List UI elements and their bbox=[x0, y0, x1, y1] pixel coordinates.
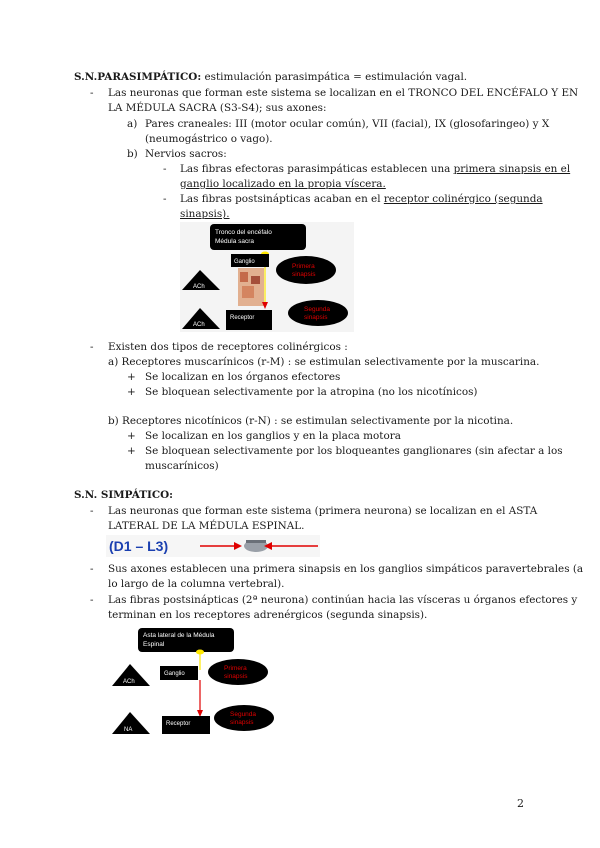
ach-label-2: ACh bbox=[193, 322, 205, 328]
fibras-postsinapticas-line1: Las fibras postsinápticas acaban en el receptor colinérgico (segunda bbox=[180, 193, 543, 205]
receptor-colinergico-underline: receptor colinérgico (segunda bbox=[383, 193, 543, 205]
simpatico-heading: S.N. SIMPÁTICO: bbox=[74, 489, 173, 501]
bullet-plus: + bbox=[127, 386, 136, 398]
muscarinicos-title: a) Receptores muscarínicos (r-M) : se estimulan selectivamente por la muscarina. bbox=[108, 356, 540, 368]
receptor-label: Receptor bbox=[166, 721, 191, 727]
d1-l3-label: (D1 – L3) bbox=[109, 538, 169, 554]
simpatico-p1-line1: Las neuronas que forman este sistema (primera neurona) se localizan en el ASTA bbox=[108, 505, 538, 517]
d1-l3-figure bbox=[106, 535, 320, 557]
bullet-dash: - bbox=[90, 505, 94, 517]
muscarinicos-item-1: Se localizan en los órganos efectores bbox=[145, 371, 341, 383]
bullet-plus: + bbox=[127, 430, 136, 442]
parasimpatico-p1-line2: LA MÉDULA SACRA (S3-S4); sus axones: bbox=[108, 102, 327, 114]
muscarinicos-item-2: Se bloquean selectivamente por la atropina (no los nicotínicos) bbox=[145, 386, 478, 398]
synapse-dot bbox=[196, 650, 204, 655]
nicotinicos-item-2-line2: muscarínicos) bbox=[145, 460, 219, 472]
receptores-intro: Existen dos tipos de receptores colinérgicos : bbox=[108, 341, 348, 353]
list-label-b: b) bbox=[127, 148, 138, 160]
simpatico-p2-line2: lo largo de la columna vertebral). bbox=[108, 578, 285, 590]
ach-label: ACh bbox=[123, 679, 135, 685]
tronco-label: Tronco del encéfalo bbox=[215, 229, 272, 236]
medula-sacra-label: Médula sacra bbox=[215, 238, 255, 245]
simpatico-p3-line1: Las fibras postsinápticas (2ª neurona) continúan hacia las vísceras u órganos efectores y bbox=[108, 594, 578, 606]
bullet-plus: + bbox=[127, 371, 136, 383]
asta-lateral-label: Asta lateral de la Médula bbox=[143, 632, 215, 639]
segunda-sinapsis-label: sinapsis bbox=[304, 314, 328, 321]
nicotinicos-item-2-line1: Se bloquean selectivamente por los bloqueantes ganglionares (sin afectar a los bbox=[145, 445, 563, 457]
bullet-dash: - bbox=[90, 87, 94, 99]
tronco-box bbox=[210, 224, 306, 250]
simpatico-diagram bbox=[110, 626, 280, 736]
bullet-dash: - bbox=[163, 193, 167, 205]
ach-label-1: ACh bbox=[193, 284, 205, 290]
list-label-a: a) bbox=[127, 118, 138, 130]
pares-craneales-line2: (neumogástrico o vago). bbox=[145, 133, 273, 145]
receptor-label: Receptor bbox=[230, 315, 255, 321]
segunda-sinapsis-label: sinapsis bbox=[230, 719, 254, 726]
simpatico-p3-line2: terminan en los receptores adrenérgicos (segunda sinapsis). bbox=[108, 609, 428, 621]
fibras-postsinapticas-line2: sinapsis). bbox=[180, 208, 230, 220]
ganglio-label: Ganglio bbox=[234, 259, 255, 265]
nicotinicos-title: b) Receptores nicotínicos (r-N) : se estimulan selectivamente por la nicotina. bbox=[108, 415, 514, 427]
parasimpatico-diagram bbox=[180, 222, 354, 332]
segunda-label: Segunda bbox=[304, 306, 331, 313]
primera-label: Primera bbox=[224, 665, 247, 672]
primera-sinapsis-ellipse bbox=[276, 256, 336, 284]
bullet-dash: - bbox=[90, 594, 94, 606]
fibras-efectoras-line1: Las fibras efectoras parasimpáticas establecen una primera sinapsis en el bbox=[180, 163, 571, 175]
page-number: 2 bbox=[517, 797, 524, 810]
segunda-sinapsis-ellipse bbox=[214, 705, 274, 731]
pares-craneales-line1: Pares craneales: III (motor ocular común), VII (facial), IX (glosofaringeo) y X bbox=[145, 118, 550, 130]
primera-sinapsis-label: sinapsis bbox=[224, 673, 248, 680]
espinal-label: Espinal bbox=[143, 641, 165, 648]
segunda-sinapsis-ellipse bbox=[288, 300, 348, 326]
primera-sinapsis-label: sinapsis bbox=[292, 271, 316, 278]
primera-sinapsis-ellipse bbox=[208, 659, 268, 685]
bullet-plus: + bbox=[127, 445, 136, 457]
bullet-dash: - bbox=[90, 341, 94, 353]
segunda-label: Segunda bbox=[230, 711, 257, 718]
parasimpatico-p1-line1: Las neuronas que forman este sistema se localizan en el TRONCO DEL ENCÉFALO Y EN bbox=[108, 87, 579, 99]
na-label: NA bbox=[124, 727, 133, 733]
parasimpatico-heading: S.N.PARASIMPÁTICO: bbox=[74, 71, 202, 83]
simpatico-p1-line2: LATERAL DE LA MÉDULA ESPINAL. bbox=[108, 520, 305, 532]
primera-label: Primera bbox=[292, 263, 315, 270]
nicotinicos-item-1: Se localizan en los ganglios y en la placa motora bbox=[145, 430, 401, 442]
bullet-dash: - bbox=[90, 563, 94, 575]
parasimpatico-heading-line bbox=[74, 70, 467, 85]
ganglio-label: Ganglio bbox=[164, 671, 185, 677]
fibras-efectoras-line2: ganglio localizado en la propia víscera. bbox=[180, 178, 386, 190]
nervios-sacros: Nervios sacros: bbox=[145, 148, 227, 160]
primera-sinapsis-underline: primera sinapsis en el bbox=[453, 163, 571, 175]
bullet-dash: - bbox=[163, 163, 167, 175]
viscera-illustration-icon bbox=[238, 268, 264, 306]
simpatico-p2-line1: Sus axones establecen una primera sinapsis en los ganglios simpáticos paravertebrales (a bbox=[108, 563, 584, 575]
parasimpatico-heading-rest: estimulación parasimpática = estimulación vagal. bbox=[201, 71, 468, 83]
